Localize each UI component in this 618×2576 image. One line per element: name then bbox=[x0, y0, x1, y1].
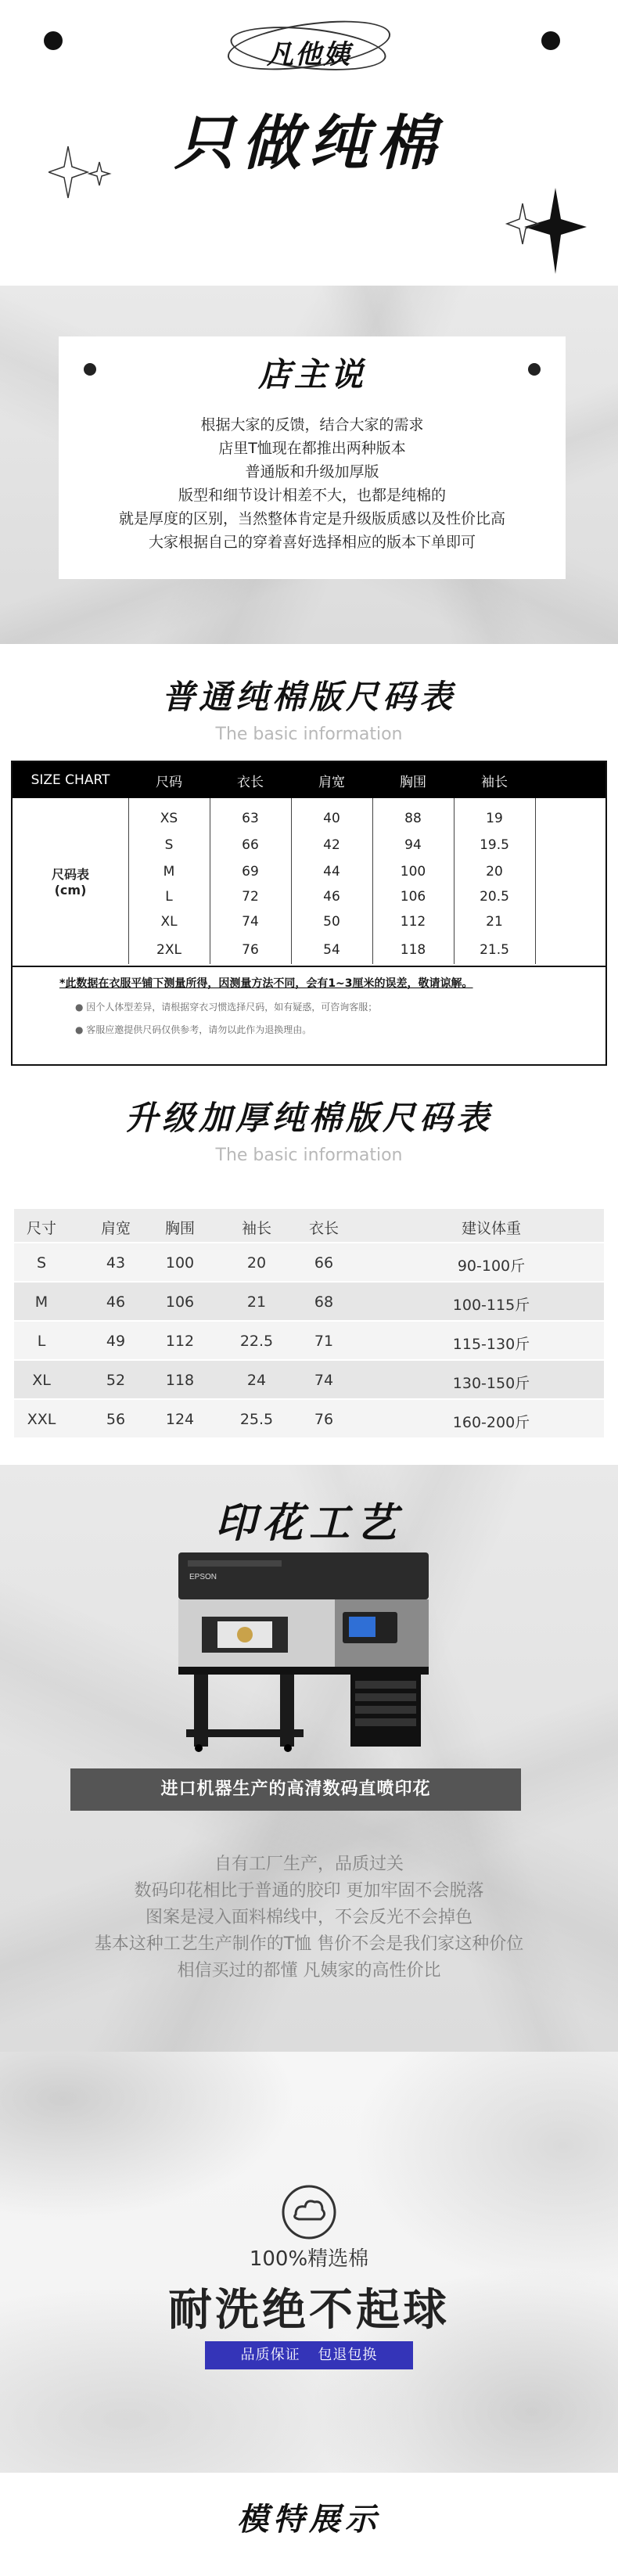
header-cell: 衣长 bbox=[237, 774, 264, 790]
owner-card bbox=[59, 336, 566, 579]
standard-size-table bbox=[11, 761, 607, 1066]
printing-line: 图案是浸入面料棉线中，不会反光不会掉色 bbox=[145, 1908, 472, 1927]
printing-text bbox=[0, 1851, 618, 1984]
sparkle-star-icon bbox=[501, 188, 587, 274]
table-body bbox=[13, 798, 605, 964]
printer-brand: EPSON bbox=[189, 1573, 217, 1581]
upgraded-size-table bbox=[14, 1209, 604, 1439]
table-row: M 69 44 100 20 bbox=[163, 864, 503, 880]
owner-line: 根据大家的反馈，结合大家的需求 bbox=[200, 416, 424, 434]
printing-line: 基本这种工艺生产制作的T恤 售价不会是我们家这种价位 bbox=[94, 1934, 524, 1954]
owner-says-section bbox=[0, 286, 618, 644]
table-row: XL 52 118 24 74 130-150斤 bbox=[14, 1361, 604, 1400]
table-row: S 43 100 20 66 90-100斤 bbox=[14, 1243, 604, 1283]
owner-line: 就是厚度的区别，当然整体肯定是升级版质感以及性价比高 bbox=[118, 510, 505, 527]
owner-line: 店里T恤现在都推出两种版本 bbox=[218, 440, 406, 457]
table-header bbox=[13, 762, 605, 798]
table-row: XS 63 40 88 19 bbox=[160, 811, 503, 826]
upgraded-table-title: 升级加厚纯棉版尺码表 bbox=[124, 1099, 493, 1137]
hero-title: 只做纯棉 bbox=[174, 108, 444, 178]
printing-section bbox=[0, 1465, 618, 2052]
sparkle-icon bbox=[49, 145, 119, 200]
brand-logo bbox=[219, 16, 399, 78]
quality-badge bbox=[205, 2341, 413, 2369]
header-cell: 袖长 bbox=[481, 774, 508, 790]
header-cell: 胸围 bbox=[400, 774, 426, 790]
model-section bbox=[0, 2473, 618, 2576]
header-cell: 尺码 bbox=[156, 774, 182, 790]
owner-text bbox=[59, 413, 566, 554]
printing-line: 相信买过的都懂 凡姨家的高性价比 bbox=[177, 1961, 441, 1981]
header-cell: 肩宽 bbox=[318, 774, 345, 790]
table-row: XL 74 50 112 21 bbox=[160, 914, 503, 930]
cotton-title: 耐洗绝不起球 bbox=[168, 2285, 450, 2336]
cotton-section bbox=[0, 2052, 618, 2473]
table-row: L 49 112 22.5 71 115-130斤 bbox=[14, 1322, 604, 1361]
header-cell: SIZE CHART bbox=[31, 772, 110, 788]
printing-banner: 进口机器生产的高清数码直喷印花 bbox=[70, 1768, 521, 1811]
service-note: ● 客服应邀提供尺码仅供参考，请勿以此作为退换理由。 bbox=[75, 1024, 312, 1035]
upgraded-table-subtitle: The basic information bbox=[215, 1146, 403, 1165]
decor-dot-left bbox=[44, 31, 63, 50]
table-row: L 72 46 106 20.5 bbox=[165, 889, 509, 905]
hero-section bbox=[0, 0, 618, 286]
printing-line: 自有工厂生产，品质过关 bbox=[214, 1855, 404, 1874]
owner-line: 普通版和升级加厚版 bbox=[245, 463, 379, 480]
table-row: M 46 106 21 68 100-115斤 bbox=[14, 1283, 604, 1322]
owner-title: 店主说 bbox=[257, 355, 366, 394]
badge-text: 包退包换 bbox=[318, 2347, 378, 2363]
card-dot-left bbox=[84, 363, 96, 376]
card-dot-right bbox=[528, 363, 541, 376]
table-header: 尺寸 肩宽 胸围 袖长 衣长 建议体重 bbox=[14, 1209, 604, 1243]
printing-line: 数码印花相比于普通的胶印 更加牢固不会脱落 bbox=[134, 1881, 484, 1901]
standard-table-title: 普通纯棉版尺码表 bbox=[161, 678, 456, 716]
cotton-icon bbox=[280, 2183, 338, 2241]
printer-illustration bbox=[171, 1549, 437, 1753]
owner-line: 版型和细节设计相差不大，也都是纯棉的 bbox=[178, 487, 446, 504]
decor-dot-right bbox=[541, 31, 560, 50]
measurement-note: *此数据在衣服平铺下测量所得，因测量方法不同，会有1~3厘米的误差，敬请谅解。 bbox=[59, 977, 473, 990]
owner-line: 大家根据自己的穿着喜好选择相应的版本下单即可 bbox=[148, 534, 476, 551]
table-row: S 66 42 94 19.5 bbox=[164, 837, 509, 853]
table-notes bbox=[13, 966, 605, 1045]
brand-name: 凡他姨 bbox=[267, 39, 351, 70]
table-row: 2XL 76 54 118 21.5 bbox=[156, 942, 509, 958]
table-row: XXL 56 124 25.5 76 160-200斤 bbox=[14, 1400, 604, 1439]
size-note: ● 因个人体型差异，请根据穿衣习惯选择尺码，如有疑惑，可咨询客服； bbox=[75, 1002, 378, 1013]
model-title: 模特展示 bbox=[237, 2502, 381, 2538]
size-table-label: 尺码表 (cm) bbox=[51, 867, 89, 898]
badge-text: 品质保证 bbox=[240, 2347, 300, 2363]
cotton-percent: 100%精选棉 bbox=[249, 2247, 369, 2271]
standard-table-subtitle: The basic information bbox=[215, 725, 403, 744]
printing-title: 印花工艺 bbox=[214, 1500, 403, 1547]
